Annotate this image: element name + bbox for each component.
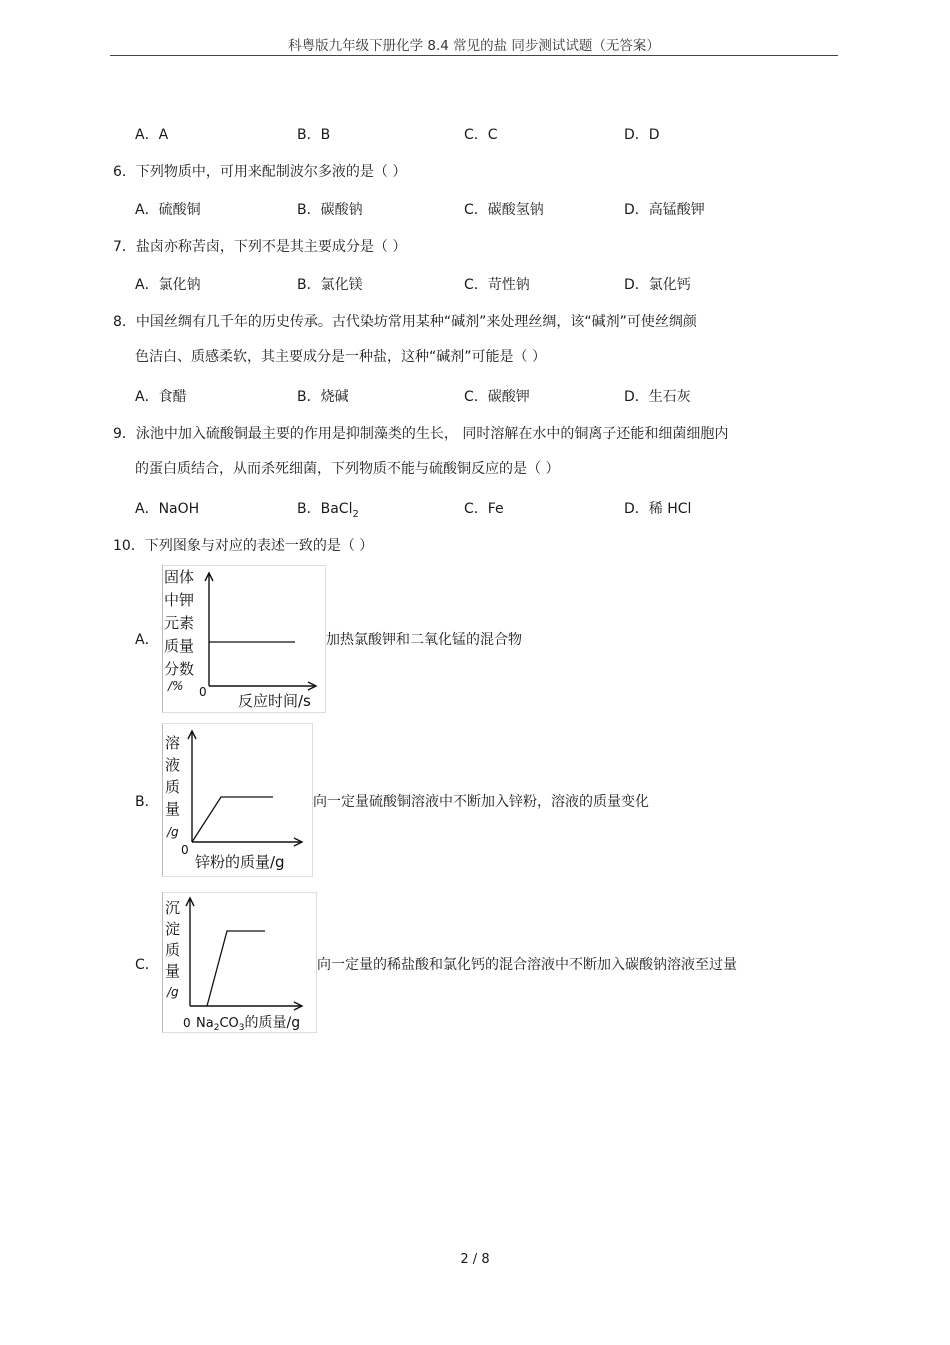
q7-stem: 7．盐卤亦称苦卤，下列不是其主要成分是（ ） [113, 239, 407, 255]
graph-b-ylabel-3: 质 [165, 778, 181, 796]
graph-c-xlabel-rest: 的质量/g [244, 1015, 301, 1031]
q5-option-d: D．D [624, 127, 660, 143]
q6-option-c: C．碳酸氢钠 [464, 202, 544, 218]
q8-option-b: B．烧碱 [297, 389, 349, 405]
graph-c-curve [207, 931, 265, 1006]
q10-option-a-text: 加热氯酸钾和二氧化锰的混合物 [326, 632, 522, 648]
q6-option-b: B．碳酸钠 [297, 202, 363, 218]
q6-stem: 6．下列物质中，可用来配制波尔多液的是（ ） [113, 164, 407, 180]
q10-option-a-letter: A． [135, 632, 159, 648]
graph-c-ylabel-unit: /g [167, 985, 179, 999]
q7-option-a: A．氯化钠 [135, 277, 201, 293]
q10-option-c-text: 向一定量的稀盐酸和氯化钙的混合溶液中不断加入碳酸钠溶液至过量 [317, 957, 737, 973]
q9-option-c: C．Fe [464, 501, 504, 517]
graph-a [163, 566, 325, 712]
graph-c-xlabel-co: CO [219, 1016, 239, 1031]
q7-option-b: B．氯化镁 [297, 277, 363, 293]
page-number: 2 / 8 [460, 1252, 490, 1267]
graph-b-ylabel-unit: /g [167, 825, 179, 839]
q10-figure-b [162, 723, 313, 877]
graph-c-origin: 0 [183, 1016, 191, 1030]
graph-c-ylabel-1: 沉 [165, 899, 181, 917]
q9-stem-line1: 9．泳池中加入硫酸铜最主要的作用是抑制藻类的生长， 同时溶解在水中的铜离子还能和细菌细胞内 [113, 426, 729, 442]
q8-stem-line1: 8．中国丝绸有几千年的历史传承。古代染坊常用某种“碱剂”来处理丝绸，该“碱剂”可使丝绸颜 [113, 314, 697, 330]
q5-option-b: B．B [297, 127, 331, 143]
graph-c-ylabel-3: 质 [165, 941, 181, 959]
graph-a-ylabel-5: 分数 [164, 660, 195, 678]
q8-option-c: C．碳酸钾 [464, 389, 530, 405]
q5-option-a: A．A [135, 127, 169, 143]
graph-c [163, 893, 316, 1032]
graph-c-xlabel-sub2: 3 [238, 1023, 245, 1032]
q9-option-b-text: B．BaCl [297, 501, 353, 517]
graph-a-ylabel-1: 固体 [164, 568, 195, 586]
q8-option-d: D．生石灰 [624, 389, 691, 405]
q7-option-d: D．氯化钙 [624, 277, 691, 293]
graph-b-ylabel-1: 溶 [165, 734, 181, 752]
q9-option-b [297, 500, 359, 524]
q10-stem: 10．下列图象与对应的表述一致的是（ ） [113, 538, 374, 554]
graph-c-ylabel-4: 量 [165, 962, 181, 980]
graph-a-ylabel-3: 元素 [164, 614, 195, 632]
q9-option-a: A．NaOH [135, 501, 200, 517]
q9-option-d: D．稀 HCl [624, 501, 692, 517]
graph-b-curve [192, 797, 273, 842]
q5-option-c: C．C [464, 127, 498, 143]
q8-stem-line2: 色洁白、质感柔软，其主要成分是一种盐，这种“碱剂”可能是（ ） [135, 349, 546, 365]
graph-b-xlabel: 锌粉的质量/g [195, 853, 285, 871]
graph-b-origin: 0 [181, 843, 189, 857]
graph-c-xlabel-na: Na [196, 1016, 214, 1031]
graph-b [163, 724, 312, 876]
header-rule [110, 55, 838, 56]
q9-stem-line2: 的蛋白质结合，从而杀死细菌，下列物质不能与硫酸铜反应的是（ ） [135, 461, 560, 477]
graph-a-ylabel-2: 中钾 [164, 591, 195, 609]
graph-a-xlabel: 反应时间/s [238, 692, 311, 710]
q9-option-b-subscript: 2 [352, 508, 359, 520]
q6-option-d: D．高锰酸钾 [624, 202, 705, 218]
q8-option-a: A．食醋 [135, 389, 187, 405]
graph-b-ylabel-2: 液 [165, 756, 181, 774]
graph-b-ylabel-4: 量 [165, 800, 181, 818]
q10-figure-a [162, 565, 326, 713]
q10-option-c-letter: C． [135, 957, 159, 973]
q6-option-a: A．硫酸铜 [135, 202, 201, 218]
graph-a-origin: 0 [199, 685, 207, 699]
q7-option-c: C．苛性钠 [464, 277, 530, 293]
q10-figure-c [162, 892, 317, 1033]
graph-a-ylabel-unit: /% [168, 679, 184, 693]
q10-option-b-letter: B． [135, 794, 159, 810]
graph-a-ylabel-4: 质量 [164, 637, 195, 655]
page-header: 科粤版九年级下册化学 8.4 常见的盐 同步测试试题（无答案） [288, 38, 660, 54]
graph-c-xlabel-sub1: 2 [213, 1023, 220, 1032]
q10-option-b-text: 向一定量硫酸铜溶液中不断加入锌粉，溶液的质量变化 [313, 794, 649, 810]
graph-c-xlabel [196, 1015, 300, 1032]
graph-c-ylabel-2: 淀 [165, 920, 181, 938]
